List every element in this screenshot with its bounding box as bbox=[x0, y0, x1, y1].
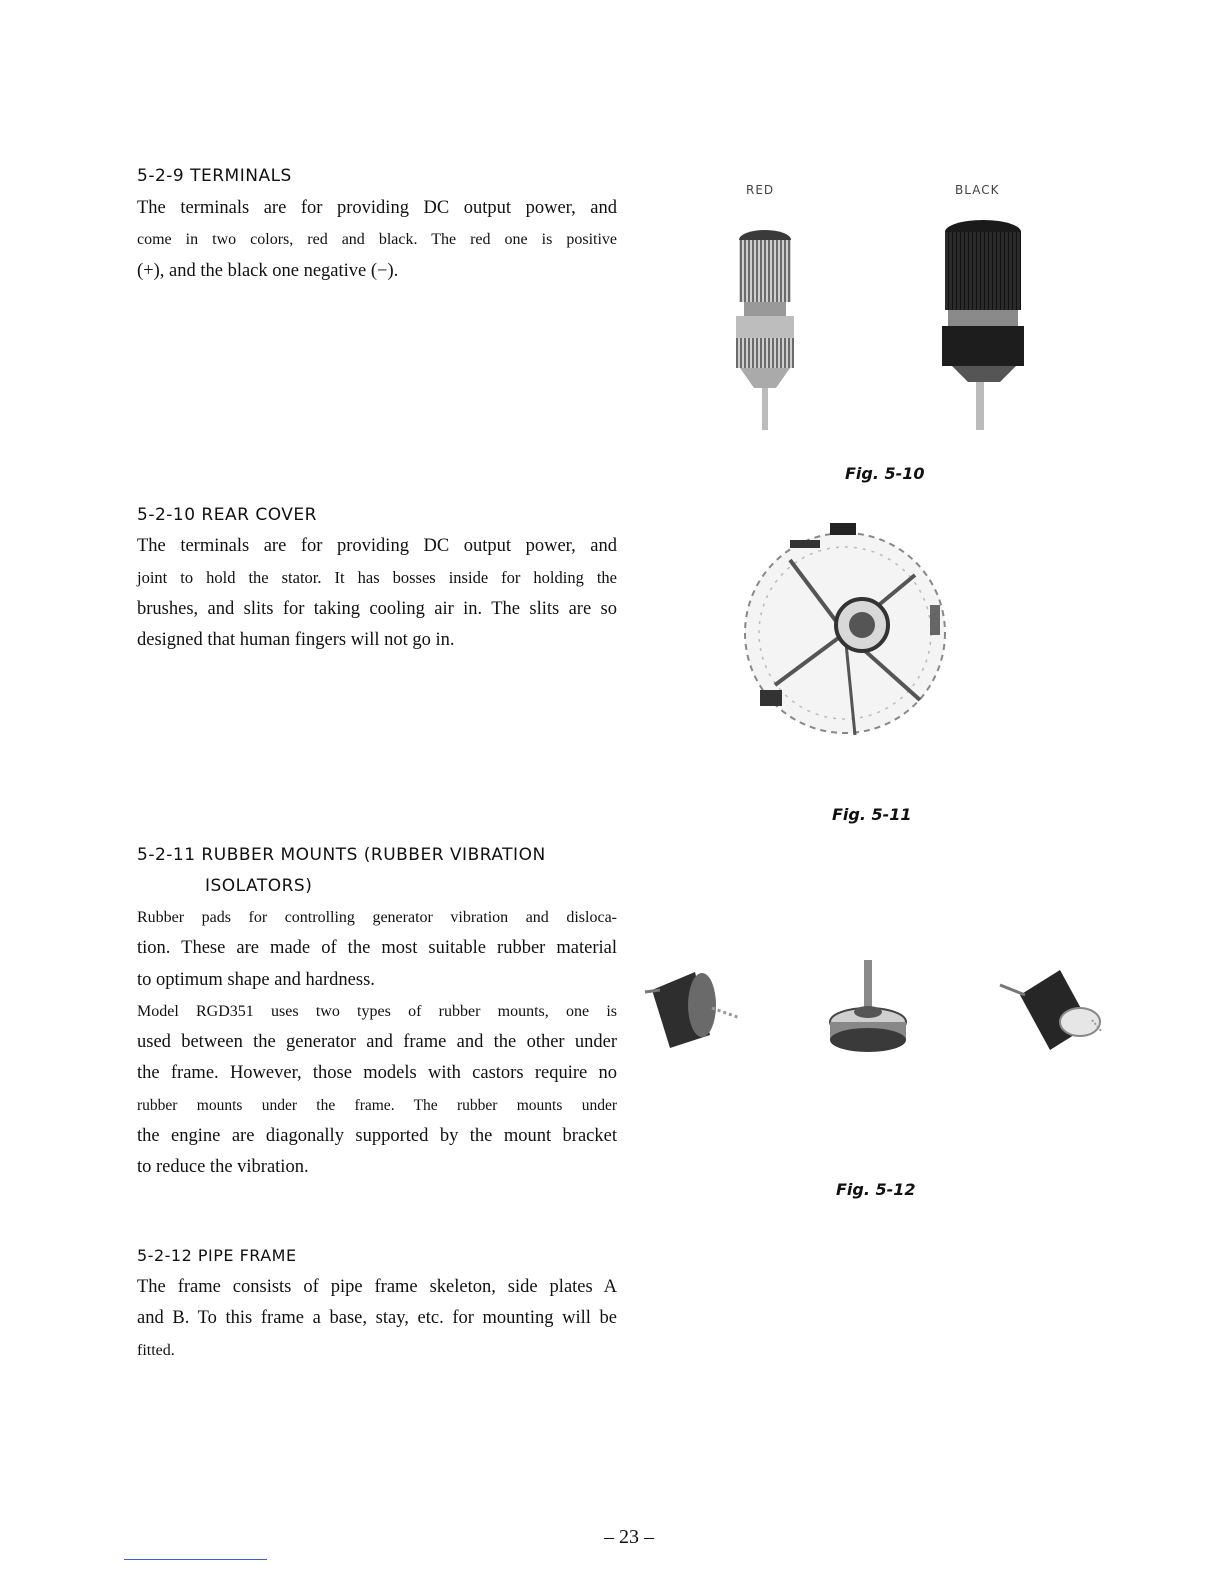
text-line: to reduce the vibration. bbox=[137, 1157, 309, 1178]
text-line: (+), and the black one negative (−). bbox=[137, 260, 399, 281]
text-line: The terminals are for providing DC output power, and bbox=[137, 536, 617, 556]
rubber-mount-center-icon bbox=[830, 960, 906, 1052]
text-line: rubber mounts under the frame. The rubber mounts under bbox=[137, 1096, 617, 1114]
black-terminal-icon bbox=[942, 220, 1024, 430]
rubber-mount-left-icon bbox=[645, 972, 740, 1048]
text-line: The frame consists of pipe frame skeleton, side plates A bbox=[137, 1277, 617, 1297]
text-line: the engine are diagonally supported by the mount bracket bbox=[137, 1126, 617, 1147]
text-line: brushes, and slits for taking cooling air in. The slits are so bbox=[137, 598, 617, 619]
text-line: Rubber pads for controlling generator vibration and disloca- bbox=[137, 909, 617, 926]
section-heading-rubber-mounts-cont: ISOLATORS) bbox=[205, 876, 313, 896]
section-text-pipe-frame bbox=[137, 1272, 617, 1366]
text-line: fitted. bbox=[137, 1341, 175, 1359]
red-terminal-icon bbox=[736, 230, 794, 430]
rear-cover-icon bbox=[745, 523, 945, 735]
rubber-mount-right-icon bbox=[1000, 970, 1102, 1050]
text-line: The terminals are for providing DC output power, and bbox=[137, 198, 617, 218]
figure-caption: Fig. 5-12 bbox=[836, 1180, 916, 1199]
figure-caption: Fig. 5-10 bbox=[845, 464, 925, 483]
section-heading-rear-cover: 5-2-10 REAR COVER bbox=[137, 505, 317, 525]
text-line: joint to hold the stator. It has bosses inside for holding the bbox=[137, 568, 617, 588]
section-text-rear-cover bbox=[137, 531, 617, 656]
text-line: tion. These are made of the most suitable rubber material bbox=[137, 938, 617, 959]
text-line: the frame. However, those models with castors require no bbox=[137, 1063, 617, 1084]
terminal-label-black: BLACK bbox=[955, 183, 1000, 197]
section-text-rubber-mounts bbox=[137, 902, 617, 1184]
section-heading-terminals: 5-2-9 TERMINALS bbox=[137, 166, 292, 186]
rear-cover-figure bbox=[730, 515, 960, 745]
footer-rule bbox=[124, 1559, 267, 1560]
section-text-terminals bbox=[137, 193, 617, 287]
page-number: – 23 – bbox=[604, 1526, 654, 1548]
figure-caption: Fig. 5-11 bbox=[832, 805, 912, 824]
rubber-mounts-figure bbox=[640, 950, 1110, 1070]
text-line: to optimum shape and hardness. bbox=[137, 969, 375, 990]
section-heading-pipe-frame: 5-2-12 PIPE FRAME bbox=[137, 1246, 297, 1265]
terminals-figure bbox=[700, 210, 1030, 440]
text-line: come in two colors, red and black. The red one is positive bbox=[137, 231, 617, 249]
text-line: and B. To this frame a base, stay, etc. for mounting will be bbox=[137, 1308, 617, 1329]
terminal-label-red: RED bbox=[746, 183, 775, 197]
text-line: Model RGD351 uses two types of rubber mounts, one is bbox=[137, 1002, 617, 1020]
section-heading-rubber-mounts: 5-2-11 RUBBER MOUNTS (RUBBER VIBRATION bbox=[137, 845, 546, 865]
text-line: used between the generator and frame and the other under bbox=[137, 1032, 617, 1053]
text-line: designed that human fingers will not go in. bbox=[137, 629, 455, 650]
